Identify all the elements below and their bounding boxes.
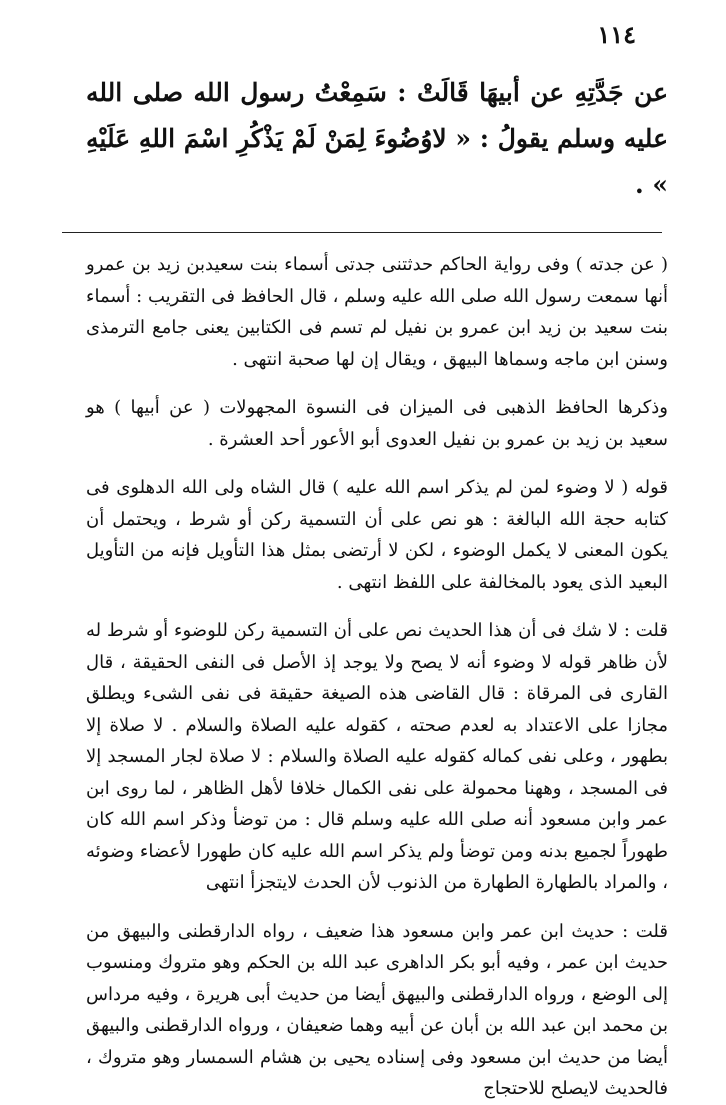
- page-number: ١١٤: [597, 20, 636, 49]
- commentary: [86, 249, 668, 1105]
- separator-rule: [62, 232, 662, 233]
- commentary-paragraph-2: وذكرها الحافظ الذهبى فى الميزان فى النسوة المجهولات ( عن أبيها ) هو سعيد بن زيد بن عمرو بن نفيل العدوى أبو الأعور أحد العشرة .: [86, 397, 668, 450]
- hadith-text: عن جَدَّتِهِ عن أبيهَا قَالَتْ : سَمِعْتُ رسول الله صلى الله عليه وسلم يقولُ : « لاوُضُوءَ لِمَنْ لَمْ يَذْكُرِ اسْمَ اللهِ عَلَيْهِ » .: [86, 78, 668, 199]
- commentary-paragraph-1: ( عن جدته ) وفى رواية الحاكم حدثتنى جدتى أسماء بنت سعيدبن زيد بن عمرو أنها سمعت رسول الله صلى الله عليه وسلم ، قال الحافظ فى التقريب : أسماء بنت سعيد بن زيد ابن عمرو بن نفيل لم تسم فى الكتابين يعنى جامع الترمذى وسنن ابن ماجه وسماها البيهق ، ويقال إن لها صحبة انتهى .: [86, 254, 668, 370]
- commentary-paragraph-4: قلت : لا شك فى أن هذا الحديث نص على أن التسمية ركن للوضوء أو شرط له لأن ظاهر قوله لا وضوء أنه لا يصح ولا يوجد إذ الأصل فى النفى الحقيقة ، قال القارى فى المرقاة : قال القاضى هذه الصيغة حقيقة فى نفى الشىء ويطلق مجازا على الاعتداد به لعدم صحته ، كقوله عليه الصلاة والسلام . لا صلاة إلا بطهور ، وعلى نفى كماله كقوله عليه الصلاة والسلام : لا صلاة لجار المسجد إلا فى المسجد ، وههنا محمولة على نفى الكمال خلافا لأهل الظاهر ، لما روى ابن عمر وابن مسعود أنه صلى الله عليه وسلم قال : من توضأ وذكر اسم الله كان طهوراً لجميع بدنه ومن توضأ ولم يذكر اسم الله عليه كان طهورا لأعضاء وضوئه ، والمراد بالطهارة الطهارة من الذنوب لأن الحدث لايتجزأ انتهى: [86, 620, 668, 893]
- commentary-paragraph-3: قوله ( لا وضوء لمن لم يذكر اسم الله عليه ) قال الشاه ولى الله الدهلوى فى كتابه حجة الله البالغة : هو نص على أن التسمية ركن أو شرط ، ويحتمل أن يكون المعنى لا يكمل الوضوء ، لكن لا أرتضى بمثل هذا التأويل فإنه من التأويل البعيد الذى يعود بالمخالفة على اللفظ انتهى .: [86, 477, 668, 593]
- commentary-paragraph-5: قلت : حديث ابن عمر وابن مسعود هذا ضعيف ، رواه الدارقطنى والبيهق من حديث ابن عمر ، وفيه أبو بكر الداهرى عبد الله بن الحكم وهو متروك ومنسوب إلى الوضع ، ورواه الدارقطنى والبيهق أيضا من حديث أبى هريرة ، وفيه مرداس بن محمد ابن عبد الله بن أبان عن أبيه وهما ضعيفان ، ورواه الدارقطنى والبيهق أيضا من حديث ابن مسعود وفى إسناده يحيى بن هشام السمسار وهو متروك ، فالحديث لايصلح للاحتجاج: [86, 920, 668, 1099]
